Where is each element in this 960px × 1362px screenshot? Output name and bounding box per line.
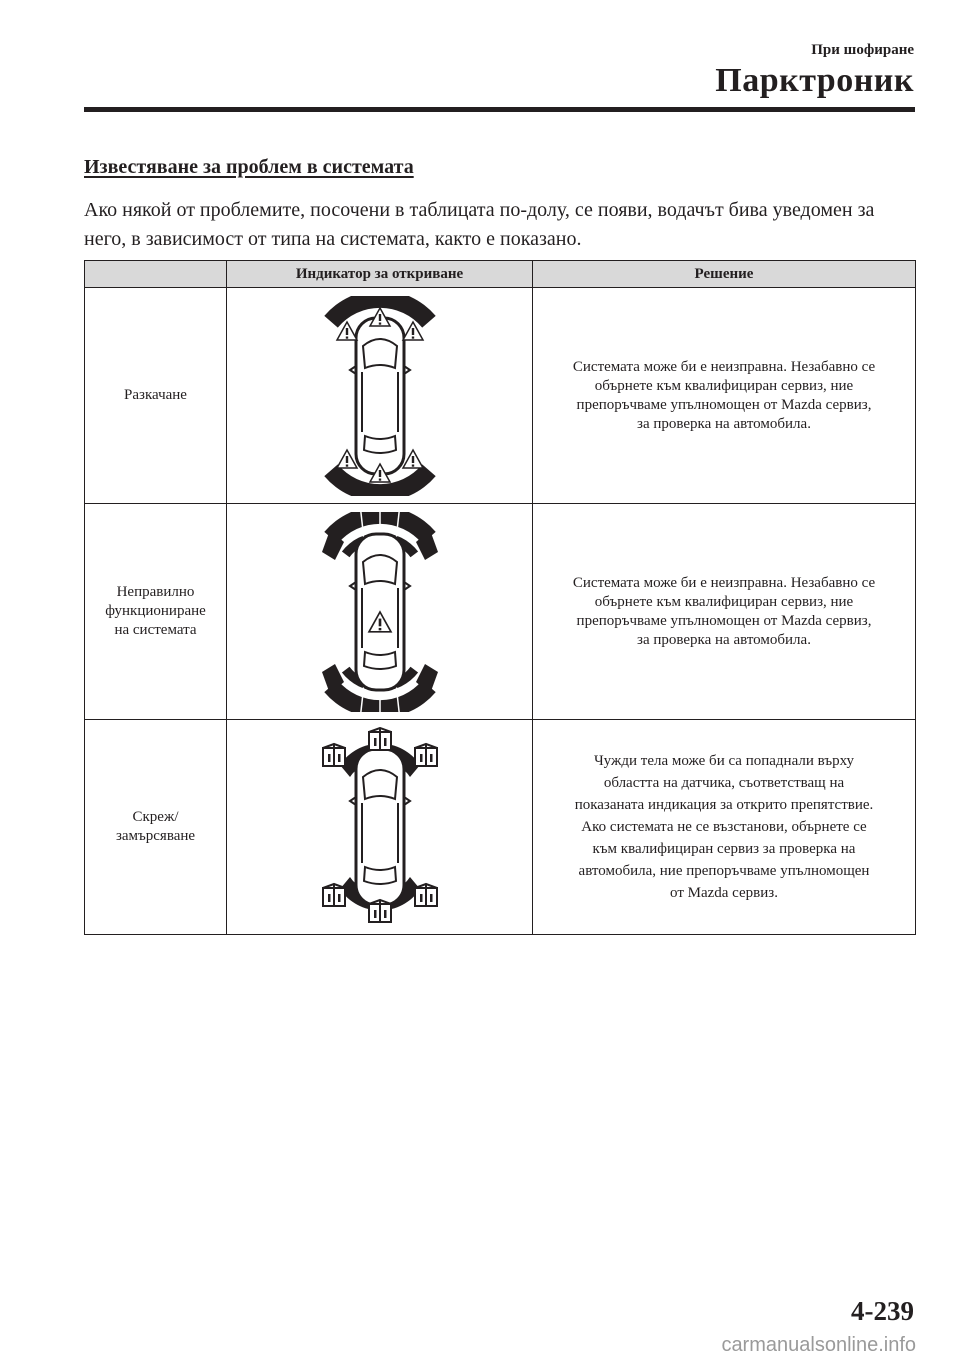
solution-line: Ако системата не се възстанови, обърнете се (581, 819, 867, 835)
solution-line: от Mazda сервиз. (670, 885, 778, 901)
solution-line: Системата може би е неизправна. Незабавно се (572, 574, 876, 591)
column-header-solution: Решение (533, 261, 916, 288)
solution-line: обърнете към квалифициран сервиз, ние (594, 377, 854, 394)
solution-line: Системата може би е неизправна. Незабавно се (572, 358, 876, 375)
page-title: Парктроник (715, 62, 914, 99)
solution-line: областта на датчика, съответстващ на (603, 775, 845, 791)
solution-line: показаната индикация за открито препятствие. (574, 797, 874, 813)
table-row (85, 504, 916, 720)
section-heading: Известяване за проблем в системата (84, 156, 414, 178)
column-header-indicator: Индикатор за откриване (227, 261, 533, 288)
column-header-condition (85, 261, 227, 288)
page-number: 4-239 (851, 1296, 914, 1326)
solution-cell (533, 288, 916, 504)
solution-line: за проверка на автомобила. (637, 631, 811, 648)
table-header-row (85, 261, 916, 288)
section-kicker: При шофиране (811, 42, 914, 58)
solution-line: препоръчваме упълномощен от Mazda сервиз, (576, 612, 872, 629)
table-row (85, 720, 916, 935)
parking-sensor-disconnected-icon (320, 296, 440, 496)
solution-line: към квалифициран сервиз за проверка на (592, 841, 856, 857)
solution-line: Чужди тела може би са попаднали върху (593, 753, 855, 769)
table-row (85, 288, 916, 504)
diagnostics-table (84, 260, 916, 935)
parking-sensor-frost-dirt-icon (315, 727, 445, 927)
header-divider (84, 107, 915, 112)
solution-line: препоръчваме упълномощен от Mazda сервиз, (576, 396, 872, 413)
solution-line: автомобила, ние препоръчваме упълномощен (578, 863, 870, 879)
indicator-cell (227, 504, 533, 720)
indicator-cell (227, 288, 533, 504)
condition-cell: Неправилно функциониране на системата (85, 504, 227, 720)
parking-sensor-malfunction-icon (320, 512, 440, 712)
solution-cell (533, 504, 916, 720)
indicator-cell (227, 720, 533, 935)
solution-line: обърнете към квалифициран сервиз, ние (594, 593, 854, 610)
solution-cell (533, 720, 916, 935)
solution-line: за проверка на автомобила. (637, 415, 811, 432)
intro-paragraph: Ако някой от проблемите, посочени в таблицата по-долу, се появи, водачът бива уведомен за него, в зависимост от типа на системата, както е показано. (84, 199, 875, 250)
watermark: carmanualsonline.info (721, 1334, 916, 1356)
condition-cell: Скреж/ замърсяване (85, 720, 227, 935)
condition-cell: Разкачане (85, 288, 227, 504)
